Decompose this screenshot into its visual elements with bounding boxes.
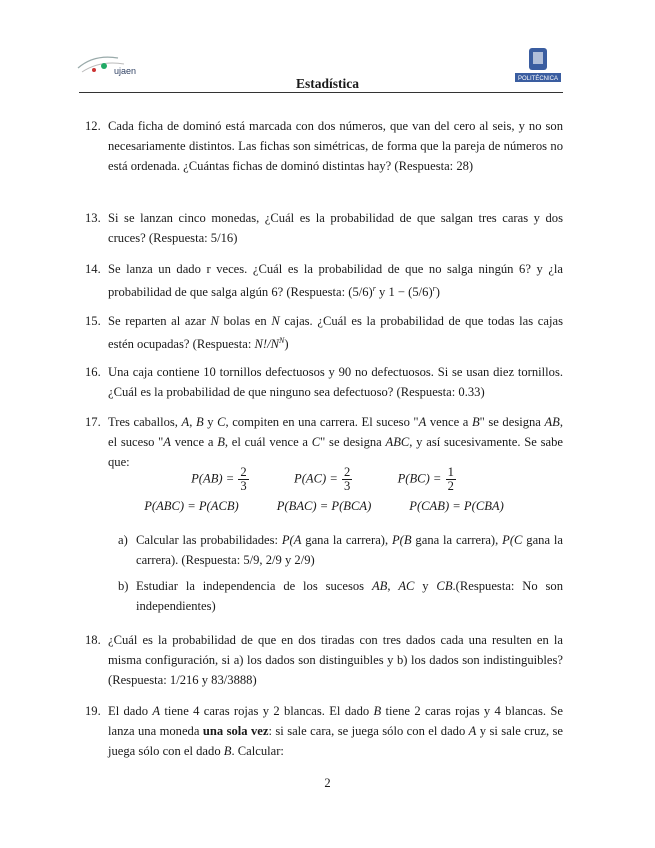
subexercise-label: b) [118,579,129,593]
exercise-text: El dado A tiene 4 caras rojas y 2 blancas. El dado B tiene 2 caras rojas y 4 blancas. Se lanza una moneda una sola vez: si sale cara, se juega sólo con el dado A y si sale cruz, se juega sólo con el dado B. Calcular: [108,704,564,758]
exercise-14 [85,259,563,302]
exercise-15 [85,311,563,354]
equation-row-equalities: P(ABC) = P(ACB) P(BAC) = P(BCA) P(CAB) = P(CBA) [144,499,504,513]
header-divider [79,92,563,93]
exercise-text: Se reparten al azar N bolas en N cajas. ¿Cuál es la probabilidad de que todas las cajas estén ocupadas? (Respuesta: $N!/N^N$) [108,314,563,352]
exercise-text: Tres caballos, A, B y C, compiten en una carrera. El suceso "A vence a B" se designa AB, el suceso "A vence a B, el cuál vence a C" se designa ABC, y así sucesivamente. Se sabe que: [108,415,564,469]
subexercise-text: Estudiar la independencia de los sucesos AB, AC y CB.(Respuesta: No son independientes) [136,579,564,613]
page-number: 2 [324,776,331,790]
exercise-text: Cada ficha de dominó está marcada con dos números, que van del cero al seis, y no son necesariamente distintos. Las fichas son simétricas, de forma que la pareja de números no está ordenada. ¿Cuántas fichas de dominó distintas hay? (Respuesta: 28) [108,119,563,173]
exercise-17 [85,412,563,472]
exercise-text: Si se lanzan cinco monedas, ¿Cuál es la probabilidad de que salgan tres caras y dos cruces? (Respuesta: 5/16) [108,211,563,245]
exercise-number: 16. [85,365,101,379]
exercise-18 [85,630,563,690]
exercise-text: Una caja contiene 10 tornillos defectuosos y 90 no defectuosos. Si se usan diez tornillos. ¿Cuál es la probabilidad de que ninguno sea defectuoso? (Respuesta: 0.33) [108,365,563,399]
equation-row-fractions: P(AB) = $\frac{2}{3}$ P(AC) = $\frac{2}{3}$ P(BC) = $\frac{1}{2}$ [191,465,454,493]
fraction: $\frac{1}{2}$ [447,465,454,493]
exercise-number: 13. [85,211,101,225]
svg-text:ujaen: ujaen [114,66,137,76]
fraction: $\frac{2}{3}$ [343,465,351,493]
page-title: Estadística [295,76,359,91]
fraction: $\frac{2}{3}$ [240,465,247,493]
subexercise-17a [118,530,563,570]
exercise-19 [85,701,563,761]
exercise-number: 12. [85,119,101,133]
exercise-number: 15. [85,314,101,328]
exercise-16 [85,362,563,402]
exercise-number: 19. [85,704,101,718]
exercise-number: 14. [85,262,101,276]
exercise-13 [85,208,563,248]
exercise-text: Se lanza un dado r veces. ¿Cuál es la probabilidad de que no salga ningún 6? y ¿la probabilidad de que salga algún 6? (Respuesta: $(5/6)^r$ y $1 - (5/6)^r$) [108,262,563,300]
exercise-number: 17. [85,415,101,429]
exercise-text: ¿Cuál es la probabilidad de que en dos tiradas con tres dados cada una resulten en la misma configuración, si a) los dados son distinguibles y b) los dados son indistinguibles? (Respuesta: 1/216 y 83/3888) [108,633,563,687]
svg-text:POLITÉCNICA: POLITÉCNICA [517,76,559,82]
exercise-12 [85,116,563,176]
subexercise-17b [118,576,563,616]
subexercise-text: Calcular las probabilidades: P(A gana la carrera), P(B gana la carrera), P(C gana la carrera). (Respuesta: 5/9, 2/9 y 2/9) [136,533,563,567]
subexercise-label: a) [118,533,128,547]
exercise-number: 18. [85,633,101,647]
